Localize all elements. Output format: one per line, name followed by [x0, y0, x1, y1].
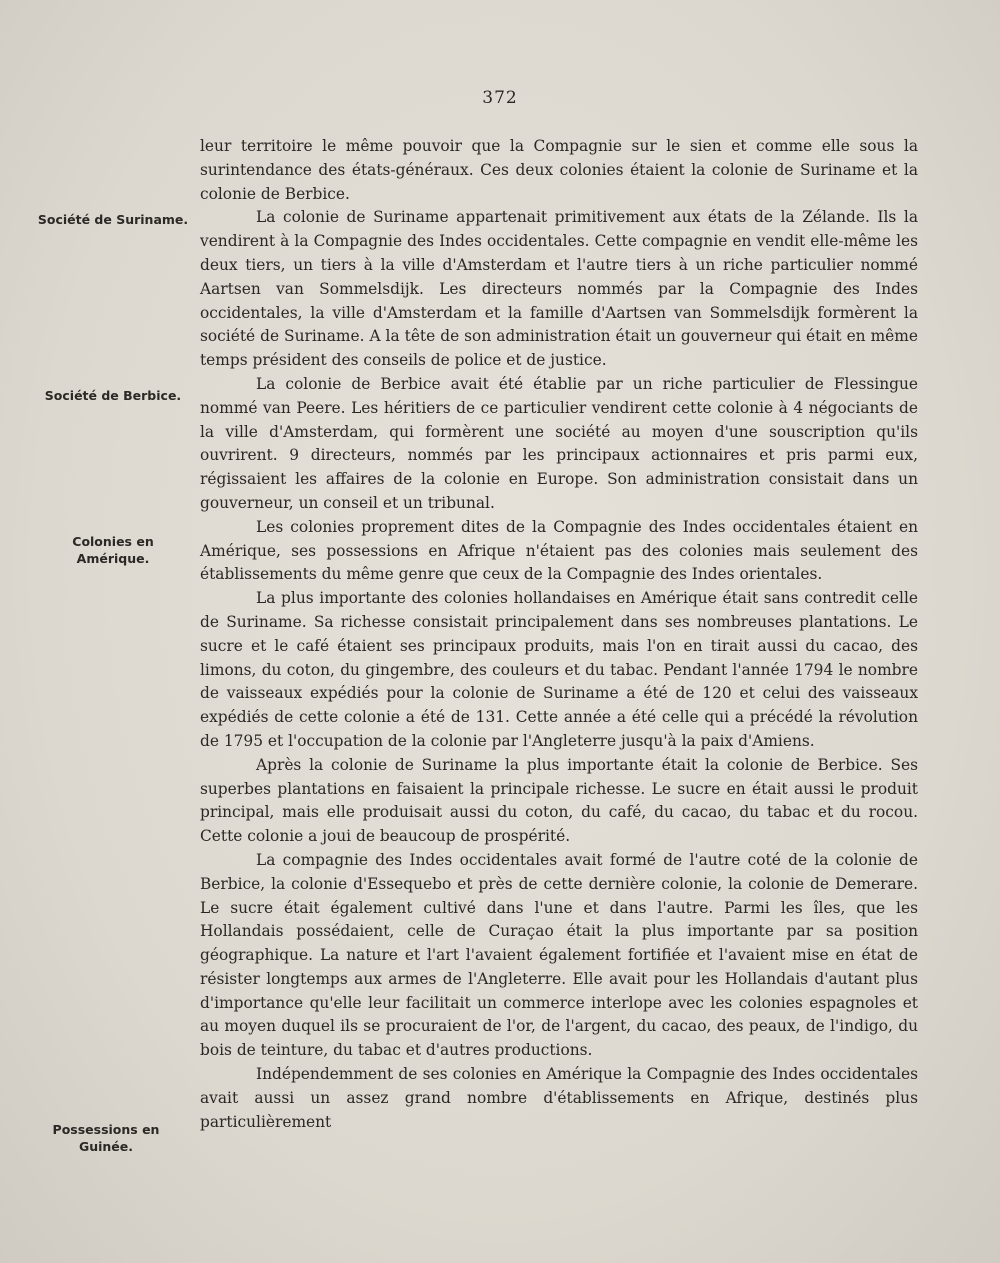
page-number: 372: [482, 88, 518, 108]
paragraph: La compagnie des Indes occidentales avait formé de l'autre coté de la colonie de Berbice, la colonie d'Essequebo et près de cette dernière colonie, la colonie de Demerare. Le sucre était également cultivé dans l'une et dans l'autre. Parmi les îles, que les Hollandais possédaient, celle de Curaçao était la plus importante par sa position géographique. La nature et l'art l'avaient également fortifiée et l'avaient mise en état de résister longtemps aux armes de l'Angleterre. Elle avait pour les Hollandais d'autant plus d'importance qu'elle leur facilitait un commerce interlope avec les colonies espagnoles et au moyen duquel ils se procuraient de l'or, de l'argent, du cacao, des peaux, de l'indigo, du bois de teinture, du tabac et d'autres productions.: [200, 850, 918, 1060]
paragraph: Les colonies proprement dites de la Compagnie des Indes occidentales étaient en Amérique, ses possessions en Afrique n'étaient pas des colonies mais seulement des établissements du même genre que ceux de la Compagnie des Indes orientales.: [200, 517, 918, 584]
body-text: [200, 135, 918, 1134]
paragraph: Après la colonie de Suriname la plus importante était la colonie de Berbice. Ses superbes plantations en faisaient la principale richesse. Le sucre en était aussi le produit principal, mais elle produisait aussi du coton, du café, du cacao, du tabac et du rocou. Cette colonie a joui de beaucoup de prospérité.: [200, 755, 918, 846]
paragraph: Indépendemment de ses colonies en Amérique la Compagnie des Indes occidentales avait aussi un assez grand nombre d'établissements en Afrique, destinés plus particulièrement: [200, 1065, 918, 1131]
paragraph: La colonie de Suriname appartenait primitivement aux états de la Zélande. Ils la vendirent à la Compagnie des Indes occidentales. Cette compagnie en vendit elle-même les deux tiers, un tiers à la ville d'Amsterdam et l'autre tiers à un riche particulier nommé Aartsen van Sommelsdijk. Les directeurs nommés par la Compagnie des Indes occidentales, la ville d'Amsterdam et la famille d'Aartsen van Sommelsdijk formèrent la société de Suriname. A la tête de son administration était un gouverneur qui était en même temps président des conseils de police et de justice.: [200, 208, 918, 370]
paragraph: La plus importante des colonies hollandaises en Amérique était sans contredit celle de Suriname. Sa richesse consistait principalement dans ses nombreuses plantations. Le sucre et le café étaient ses principaux produits, mais l'on en tirait aussi du cacao, des limons, du coton, du gingembre, des couleurs et du tabac. Pendant l'année 1794 le nombre de vaisseaux expédiés pour la colonie de Suriname a été de 120 et celui des vaisseaux expédiés de cette colonie a été de 131. Cette année a été celle qui a précédé la révolution de 1795 et l'occupation de la colonie par l'Angleterre jusqu'à la paix d'Amiens.: [200, 589, 918, 750]
margin-note-societe-berbice: Société de Berbice.: [44, 388, 182, 403]
paragraph: leur territoire le même pouvoir que la Compagnie sur le sien et comme elle sous la surintendance des états-généraux. Ces deux colonies étaient la colonie de Suriname et la colonie de Berbice.: [200, 137, 918, 203]
margin-note-colonies-amerique: Colonies en Amérique.: [72, 534, 154, 566]
margin-note-possessions-guinee: Possessions en Guinée.: [52, 1122, 160, 1154]
paragraph: La colonie de Berbice avait été établie par un riche particulier de Flessingue nommé van Peere. Les héritiers de ce particulier vendirent cette colonie à 4 négociants de la ville d'Amsterdam, qui formèrent une société au moyen d'une souscription qu'ils ouvrirent. 9 directeurs, nommés par les principaux actionnaires et pris parmi eux, régissaient les affaires de la colonie en Europe. Son administration consistait dans un gouverneur, un conseil et un tribunal.: [200, 374, 918, 512]
margin-note-societe-suriname: Société de Suriname.: [37, 212, 189, 227]
